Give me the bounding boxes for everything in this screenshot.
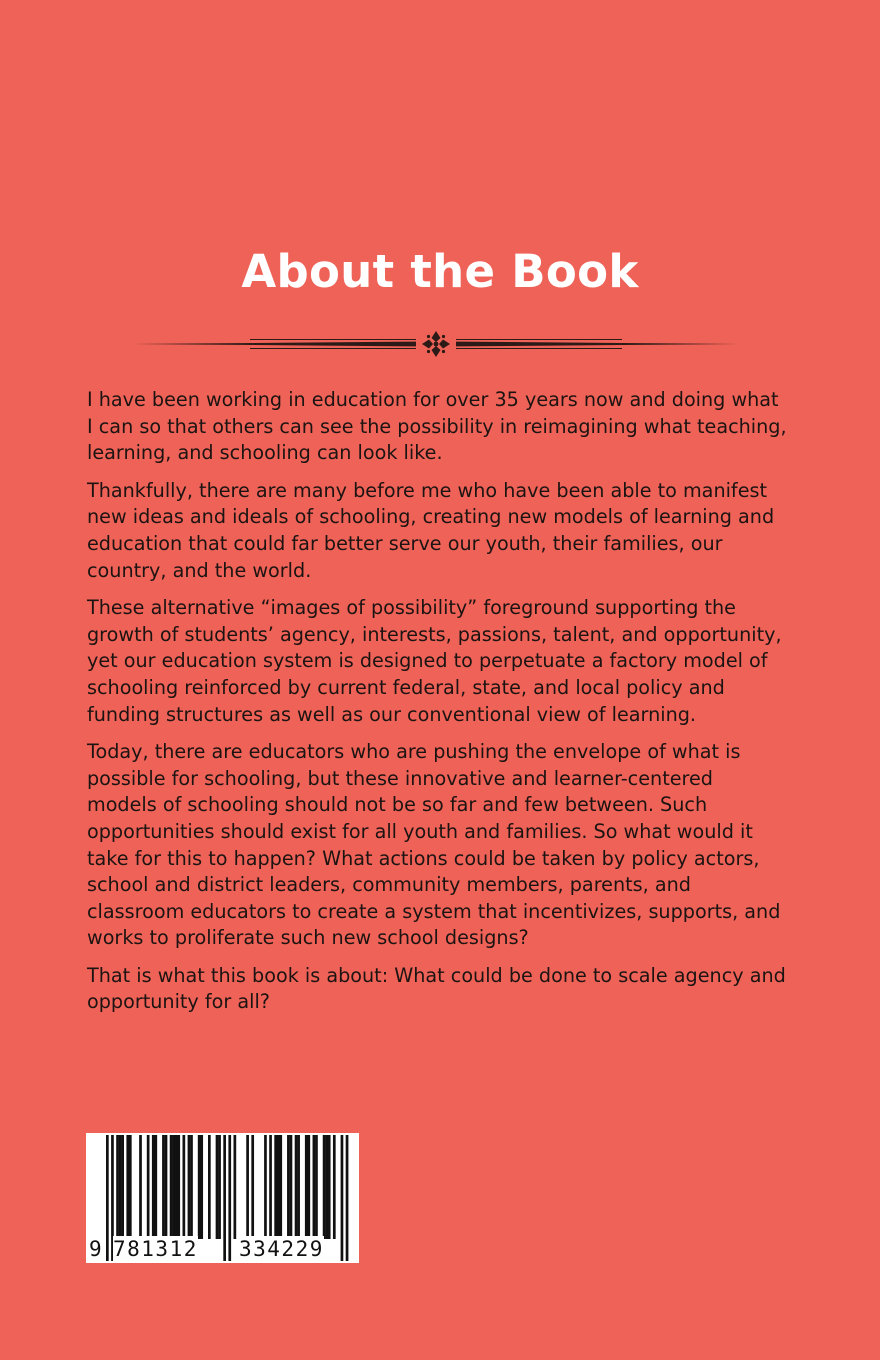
barcode-bar: [216, 1135, 219, 1239]
barcode-bar: [277, 1135, 280, 1239]
barcode-bar: [323, 1135, 326, 1239]
barcode-bar: [119, 1135, 122, 1239]
page-title: About the Book: [241, 245, 639, 298]
barcode-bar: [129, 1135, 132, 1239]
barcode-bar: [328, 1135, 331, 1239]
barcode-bar: [315, 1135, 318, 1239]
barcode-bar: [305, 1135, 308, 1239]
barcode-bar: [154, 1135, 157, 1239]
barcode-bar: [147, 1135, 150, 1239]
barcode-bar: [152, 1135, 155, 1239]
barcode-bar: [200, 1135, 203, 1239]
ornamental-divider: [130, 326, 742, 362]
fleuron-icon: [422, 331, 450, 357]
barcode-bar: [170, 1135, 173, 1239]
barcode-bar: [175, 1135, 178, 1239]
barcode-bar: [121, 1135, 124, 1239]
barcode-bar: [269, 1135, 272, 1239]
barcode-bar: [177, 1135, 180, 1239]
barcode-bar: [287, 1135, 290, 1239]
barcode-bar: [116, 1135, 119, 1239]
barcode-bar: [183, 1135, 186, 1239]
barcode-bar: [188, 1135, 191, 1239]
book-description: [87, 387, 787, 1027]
isbn-barcode: [86, 1133, 359, 1263]
barcode-bar: [162, 1135, 165, 1239]
barcode-bar: [307, 1135, 310, 1239]
barcode-bar: [313, 1135, 316, 1239]
barcode-digits: [86, 1233, 359, 1263]
paragraph-2: Thankfully, there are many before me who have been able to manifest new ideas and ideals of schooling, creating new models of learning and education that could far better serve our youth, their families, our country, and the world.: [87, 478, 775, 582]
barcode-bar: [165, 1135, 168, 1239]
paragraph-1: I have been working in education for over 35 years now and doing what I can so that others can see the possibility in reimagining what teaching, learning, and schooling can look like.: [87, 388, 787, 465]
barcode-right-group: 334229: [239, 1237, 324, 1261]
barcode-bar: [208, 1135, 211, 1239]
barcode-bar: [297, 1135, 300, 1239]
barcode-bar: [172, 1135, 175, 1239]
barcode-bar: [251, 1135, 254, 1239]
barcode-bar: [274, 1135, 277, 1239]
barcode-bar: [234, 1135, 237, 1239]
barcode-bar: [218, 1135, 221, 1239]
barcode-bar: [139, 1135, 142, 1239]
barcode-bar: [290, 1135, 293, 1239]
barcode-bar: [264, 1135, 267, 1239]
paragraph-4: Today, there are educators who are pushing the envelope of what is possible for schooling, but these innovative and learner-centered models of schooling should not be so far and few between. Such opportunities should exist for all youth and families. So what would it take for this to happen? What actions could be taken by policy actors, school and district leaders, community members, parents, and classroom educators to create a system that incentivizes, supports, and works to proliferate such new school designs?: [87, 740, 781, 950]
barcode-bar: [295, 1135, 298, 1239]
barcode-bar: [279, 1135, 282, 1239]
barcode-lead-digit: 9: [89, 1237, 104, 1261]
barcode-bar: [246, 1135, 249, 1239]
barcode-bar: [198, 1135, 201, 1239]
barcode-bar: [126, 1135, 129, 1239]
barcode-bar: [333, 1135, 336, 1239]
paragraph-3: These alternative “images of possibility” foreground supporting the growth of students’ agency, interests, passions, talent, and opportunity, yet our education system is designed to perpetuate a factory model of schooling reinforced by current federal, state, and local policy and funding structures as well as our conventional view of learning.: [87, 596, 782, 726]
barcode-bar: [325, 1135, 328, 1239]
barcode-left-group: 781312: [113, 1237, 198, 1261]
paragraph-5: That is what this book is about: What could be done to scale agency and opportunity for all?: [87, 963, 786, 1014]
barcode-bar: [190, 1135, 193, 1239]
